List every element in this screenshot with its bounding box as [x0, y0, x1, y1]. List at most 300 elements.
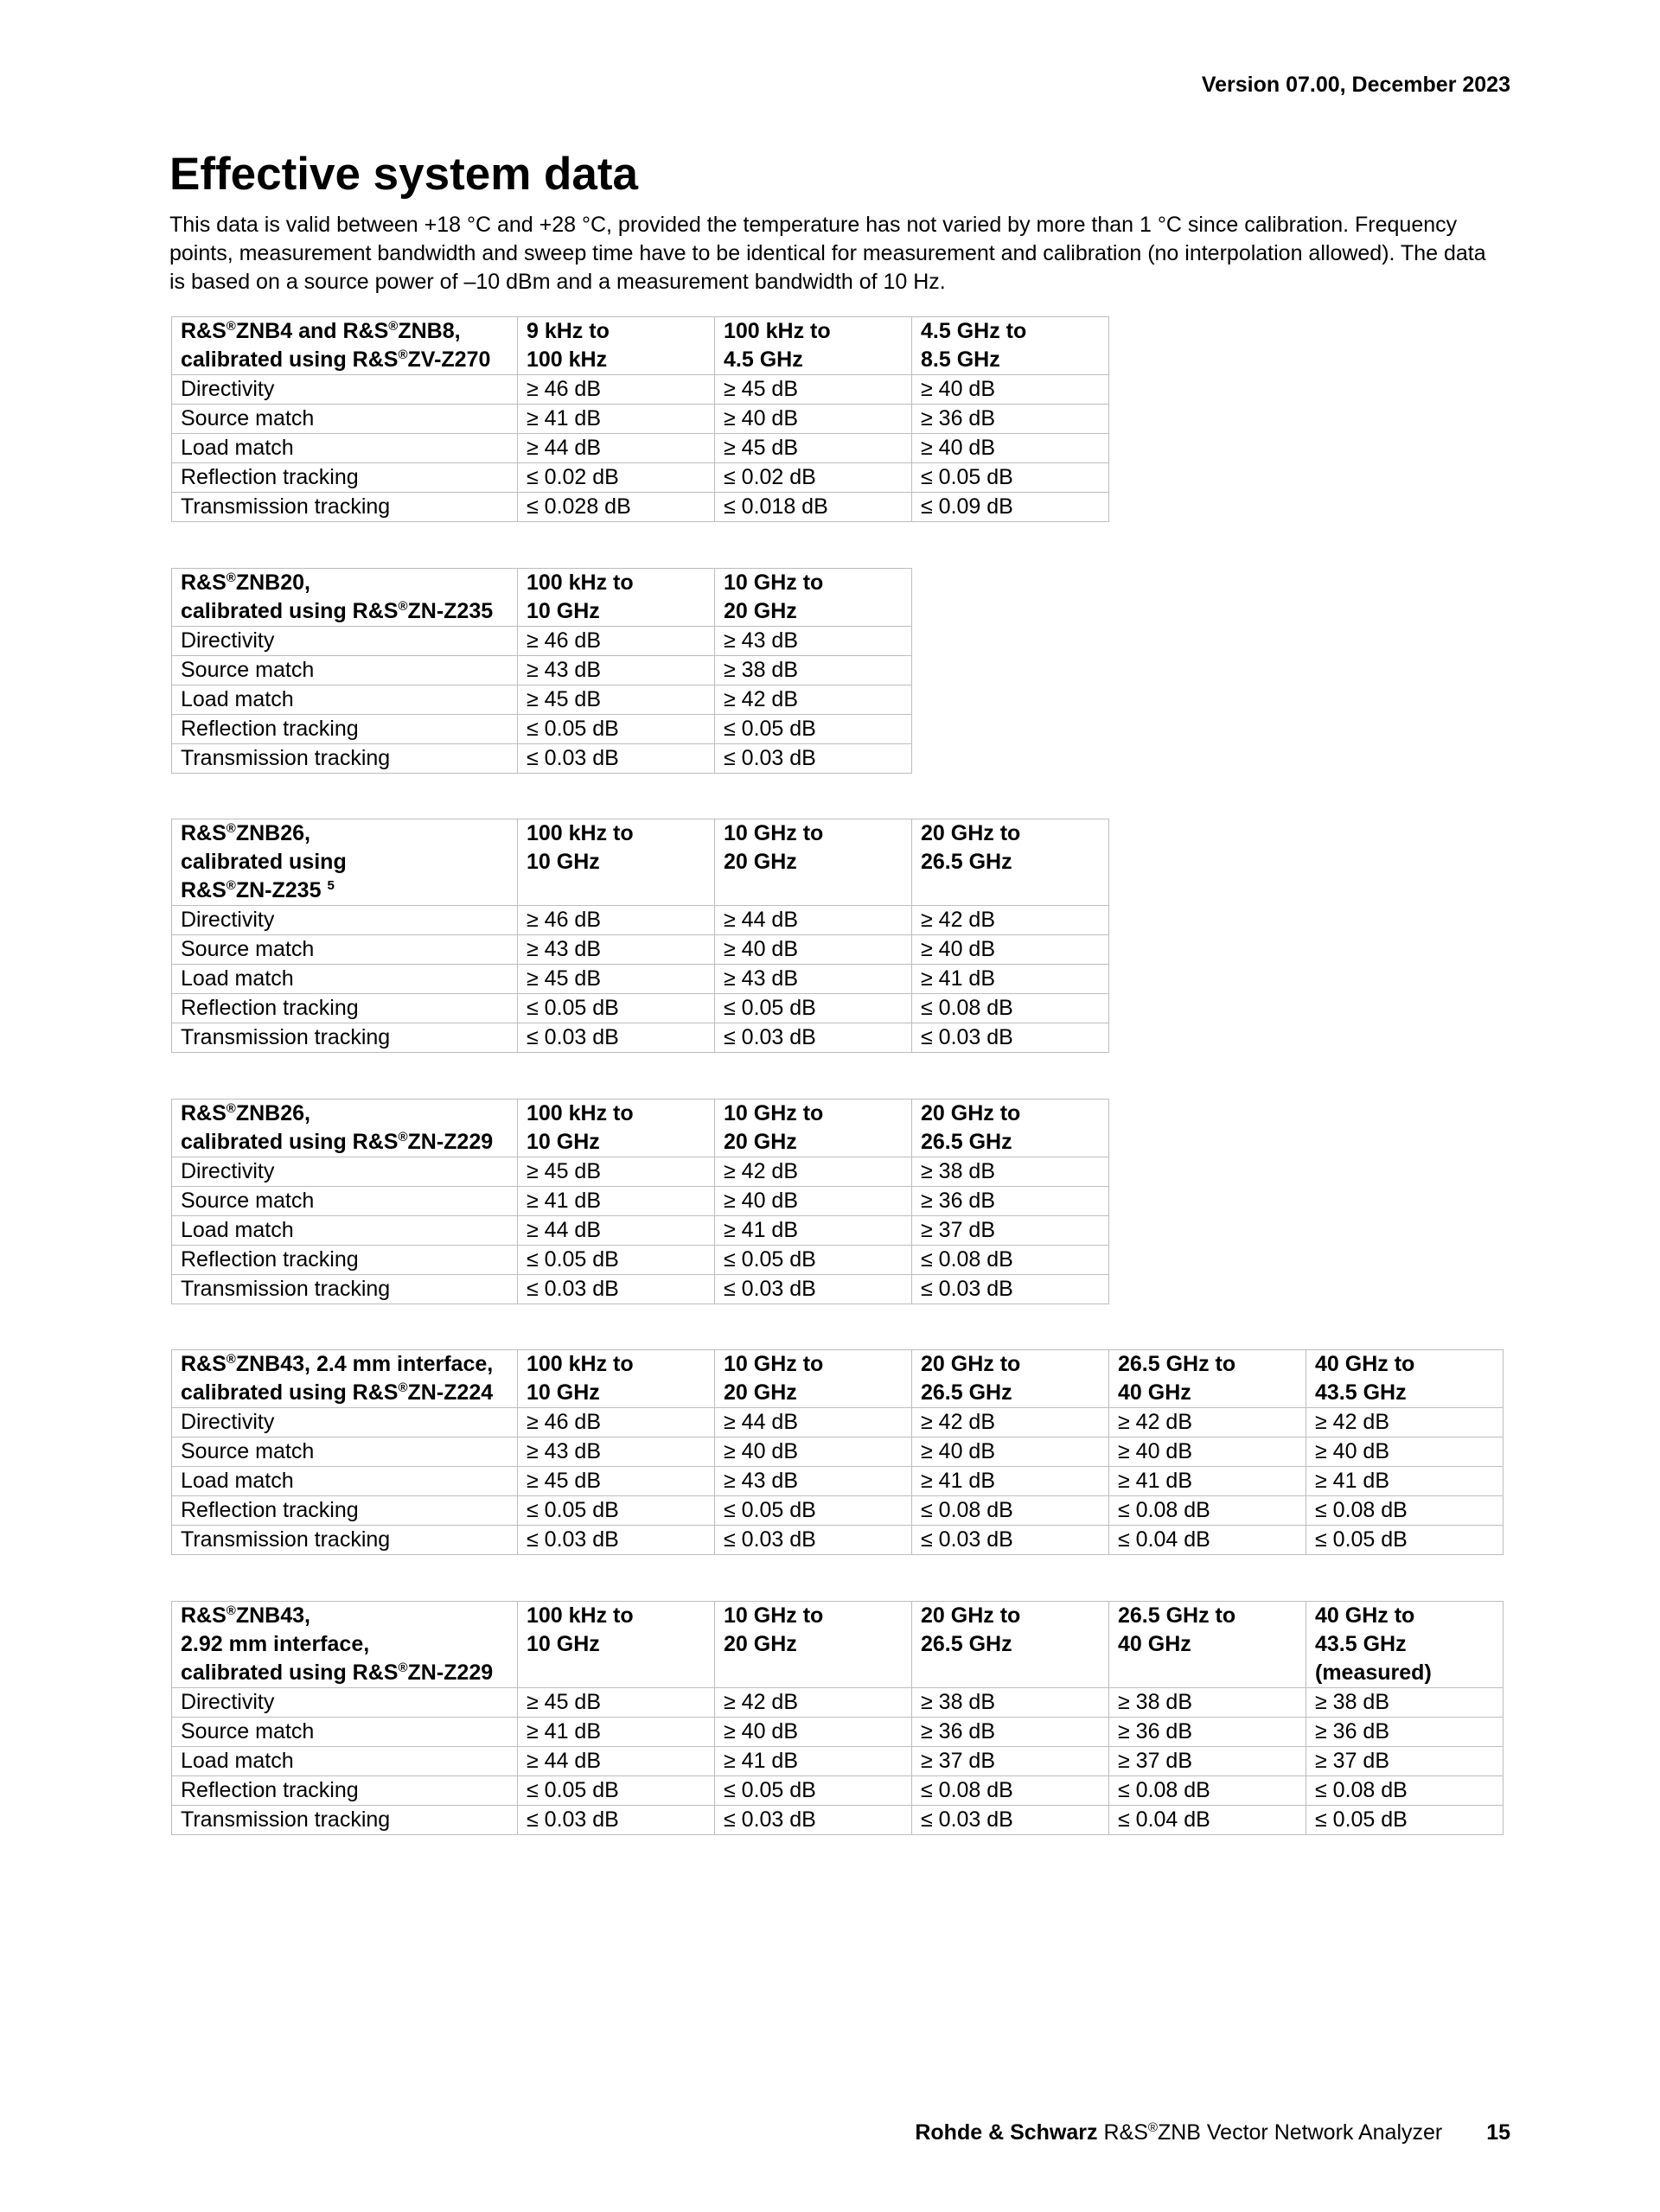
parameter-value: ≤ 0.05 dB	[715, 1496, 912, 1526]
parameter-label: Load match	[172, 1216, 518, 1246]
table-body	[172, 627, 912, 774]
frequency-range-header	[912, 317, 1109, 375]
parameter-value: ≥ 38 dB	[912, 1688, 1109, 1718]
frequency-range-header	[518, 317, 715, 375]
parameter-value: ≤ 0.03 dB	[518, 744, 715, 774]
device-line	[181, 1602, 508, 1630]
parameter-label: Source match	[172, 405, 518, 434]
parameter-value: ≥ 38 dB	[1306, 1688, 1504, 1718]
table-row	[172, 656, 912, 685]
table-row	[172, 744, 912, 774]
table-body	[172, 906, 1109, 1053]
frequency-range-line: 20 GHz	[724, 1130, 797, 1154]
parameter-value: ≥ 46 dB	[518, 375, 715, 405]
parameter-value: ≥ 37 dB	[912, 1747, 1109, 1776]
frequency-range-line: 100 kHz	[527, 347, 608, 372]
device-line	[181, 1128, 508, 1157]
table-header	[172, 1100, 1109, 1157]
parameter-value: ≤ 0.05 dB	[715, 1246, 912, 1275]
header-row	[172, 1350, 1504, 1408]
table-row	[172, 1806, 1504, 1835]
device-text: ZNB20,	[235, 571, 310, 595]
device-text: ZN-Z235	[235, 878, 328, 902]
frequency-range-line: 40 GHz	[1118, 1380, 1191, 1405]
frequency-range-line: 20 GHz	[724, 1380, 797, 1405]
parameter-value: ≤ 0.09 dB	[912, 493, 1109, 522]
parameter-label: Load match	[172, 1747, 518, 1776]
superscript: ®	[398, 347, 408, 362]
parameter-value: ≥ 42 dB	[715, 685, 912, 715]
device-line	[181, 1630, 508, 1659]
header-row	[172, 1100, 1109, 1157]
parameter-label: Directivity	[172, 906, 518, 935]
table-row	[172, 1747, 1504, 1776]
frequency-range-header	[912, 1100, 1109, 1157]
parameter-value: ≤ 0.03 dB	[912, 1806, 1109, 1835]
device-text: ZNB43, 2.4 mm interface,	[235, 1352, 494, 1376]
superscript: ®	[226, 319, 236, 334]
table-row	[172, 434, 1109, 463]
frequency-range-header	[518, 819, 715, 906]
device-line	[181, 1100, 508, 1128]
parameter-value: ≤ 0.028 dB	[518, 493, 715, 522]
parameter-value: ≥ 40 dB	[1109, 1437, 1306, 1467]
device-text: ZNB26,	[235, 821, 310, 845]
parameter-label: Load match	[172, 434, 518, 463]
parameter-value: ≤ 0.08 dB	[912, 1246, 1109, 1275]
parameter-value: ≥ 45 dB	[715, 434, 912, 463]
parameter-value: ≤ 0.03 dB	[912, 1275, 1109, 1304]
header-row	[172, 819, 1109, 906]
frequency-range-line: 10 GHz	[527, 1130, 600, 1154]
frequency-range-line: 43.5 GHz	[1315, 1632, 1407, 1656]
parameter-value: ≤ 0.05 dB	[715, 1776, 912, 1806]
parameter-value: ≥ 41 dB	[715, 1216, 912, 1246]
frequency-range-line: 20 GHz to	[921, 1352, 1021, 1376]
frequency-range-line: 100 kHz to	[527, 1603, 634, 1628]
frequency-range-line: (measured)	[1315, 1661, 1432, 1685]
parameter-value: ≥ 36 dB	[1306, 1718, 1504, 1747]
frequency-range-line: 43.5 GHz	[1315, 1380, 1407, 1405]
device-header-cell	[172, 1350, 518, 1408]
device-line	[181, 877, 508, 905]
parameter-label: Transmission tracking	[172, 1526, 518, 1555]
table-row	[172, 463, 1109, 493]
table-header	[172, 317, 1109, 375]
frequency-range-header	[518, 1350, 715, 1408]
device-line	[181, 346, 508, 374]
table-row	[172, 935, 1109, 965]
table-row	[172, 1688, 1504, 1718]
table-row	[172, 493, 1109, 522]
parameter-label: Reflection tracking	[172, 994, 518, 1023]
parameter-label: Source match	[172, 1437, 518, 1467]
parameter-value: ≥ 38 dB	[1109, 1688, 1306, 1718]
frequency-range-line: 10 GHz to	[724, 571, 824, 595]
header-row	[172, 317, 1109, 375]
frequency-range-line: 20 GHz	[724, 850, 797, 874]
table-row	[172, 715, 912, 744]
table-row	[172, 1526, 1504, 1555]
table-body	[172, 1688, 1504, 1835]
parameter-value: ≥ 43 dB	[715, 965, 912, 994]
parameter-value: ≥ 41 dB	[518, 1187, 715, 1216]
parameter-value: ≤ 0.08 dB	[1306, 1496, 1504, 1526]
parameter-value: ≥ 42 dB	[715, 1157, 912, 1187]
frequency-range-header	[715, 1350, 912, 1408]
parameter-value: ≥ 41 dB	[1109, 1467, 1306, 1496]
parameter-value: ≤ 0.03 dB	[518, 1023, 715, 1053]
superscript: ®	[398, 1380, 408, 1395]
table-row	[172, 375, 1109, 405]
table-header	[172, 819, 1109, 906]
device-text: 2.92 mm interface,	[181, 1632, 370, 1656]
frequency-range-header	[518, 569, 715, 627]
parameter-value: ≤ 0.05 dB	[518, 1496, 715, 1526]
frequency-range-header	[715, 819, 912, 906]
frequency-range-header	[715, 317, 912, 375]
table-row	[172, 994, 1109, 1023]
page-footer	[915, 2120, 1510, 2145]
parameter-value: ≤ 0.05 dB	[518, 994, 715, 1023]
device-text: ZNB43,	[235, 1603, 310, 1628]
device-text: calibrated using R&S	[181, 1380, 399, 1405]
device-text: ZNB4 and R&S	[235, 319, 389, 343]
frequency-range-header	[912, 1602, 1109, 1688]
frequency-range-line: 9 kHz to	[527, 319, 610, 343]
device-header-cell	[172, 819, 518, 906]
parameter-label: Directivity	[172, 375, 518, 405]
parameter-value: ≤ 0.02 dB	[518, 463, 715, 493]
parameter-value: ≥ 40 dB	[715, 1437, 912, 1467]
parameter-label: Source match	[172, 656, 518, 685]
spec-table-znb43-2-4mm	[171, 1349, 1504, 1555]
frequency-range-line: 26.5 GHz	[921, 1130, 1012, 1154]
frequency-range-line: 10 GHz to	[724, 1101, 824, 1125]
parameter-value: ≥ 37 dB	[912, 1216, 1109, 1246]
parameter-value: ≤ 0.08 dB	[1306, 1776, 1504, 1806]
parameter-value: ≥ 44 dB	[518, 1747, 715, 1776]
frequency-range-line: 10 GHz	[527, 1632, 600, 1656]
spec-table-znb20	[171, 568, 912, 774]
parameter-label: Directivity	[172, 1408, 518, 1437]
spec-table-znb26-z235	[171, 819, 1109, 1053]
superscript: ®	[226, 571, 236, 585]
device-text: R&S	[181, 319, 227, 343]
table-row	[172, 906, 1109, 935]
parameter-label: Load match	[172, 1467, 518, 1496]
device-line	[181, 597, 508, 626]
parameter-value: ≤ 0.03 dB	[912, 1526, 1109, 1555]
parameter-value: ≤ 0.02 dB	[715, 463, 912, 493]
parameter-value: ≤ 0.03 dB	[518, 1275, 715, 1304]
header-row	[172, 1602, 1504, 1688]
parameter-value: ≥ 40 dB	[715, 935, 912, 965]
frequency-range-header	[1109, 1350, 1306, 1408]
superscript: ®	[388, 319, 399, 334]
parameter-value: ≥ 41 dB	[912, 965, 1109, 994]
parameter-value: ≤ 0.08 dB	[1109, 1776, 1306, 1806]
table-row	[172, 1216, 1109, 1246]
parameter-value: ≤ 0.03 dB	[518, 1526, 715, 1555]
superscript: ®	[226, 1101, 236, 1116]
frequency-range-line: 100 kHz to	[527, 1101, 634, 1125]
frequency-range-line: 26.5 GHz to	[1118, 1352, 1236, 1376]
parameter-label: Directivity	[172, 1688, 518, 1718]
device-text: R&S	[181, 1603, 227, 1628]
device-header-cell	[172, 1100, 518, 1157]
parameter-value: ≥ 46 dB	[518, 906, 715, 935]
frequency-range-line: 10 GHz	[527, 850, 600, 874]
device-text: ZNB8,	[398, 319, 461, 343]
frequency-range-line: 4.5 GHz to	[921, 319, 1027, 343]
device-text: calibrated using R&S	[181, 347, 399, 372]
parameter-value: ≤ 0.05 dB	[715, 715, 912, 744]
frequency-range-line: 40 GHz to	[1315, 1352, 1415, 1376]
device-text: R&S	[181, 1101, 227, 1125]
frequency-range-line: 8.5 GHz	[921, 347, 1000, 372]
parameter-value: ≥ 37 dB	[1109, 1747, 1306, 1776]
superscript: ®	[226, 1603, 236, 1618]
parameter-value: ≥ 40 dB	[715, 405, 912, 434]
parameter-label: Source match	[172, 1718, 518, 1747]
parameter-value: ≤ 0.08 dB	[1109, 1496, 1306, 1526]
parameter-label: Source match	[172, 935, 518, 965]
parameter-value: ≥ 42 dB	[1109, 1408, 1306, 1437]
parameter-value: ≥ 41 dB	[518, 1718, 715, 1747]
parameter-value: ≤ 0.03 dB	[715, 1526, 912, 1555]
superscript: 5	[327, 878, 335, 893]
device-line	[181, 1379, 508, 1407]
parameter-value: ≤ 0.05 dB	[1306, 1526, 1504, 1555]
table-row	[172, 405, 1109, 434]
parameter-label: Reflection tracking	[172, 463, 518, 493]
table-row	[172, 1467, 1504, 1496]
parameter-value: ≥ 46 dB	[518, 1408, 715, 1437]
parameter-value: ≤ 0.08 dB	[912, 994, 1109, 1023]
table-body	[172, 1408, 1504, 1555]
parameter-value: ≥ 44 dB	[715, 1408, 912, 1437]
intro-paragraph: This data is valid between +18 °C and +28 °C, provided the temperature has not varied by more than 1 °C since calibration. Frequency points, measurement bandwidth and sweep time have to be identical for measurement and calibration (no interpolation allowed). The data is based on a source power of –10 dBm and a measurement bandwidth of 10 Hz.	[169, 213, 1486, 294]
parameter-label: Transmission tracking	[172, 744, 518, 774]
device-text: ZN-Z229	[407, 1130, 494, 1154]
parameter-value: ≥ 42 dB	[912, 1408, 1109, 1437]
parameter-value: ≥ 41 dB	[1306, 1467, 1504, 1496]
parameter-value: ≤ 0.018 dB	[715, 493, 912, 522]
table-row	[172, 1187, 1109, 1216]
table-row	[172, 1023, 1109, 1053]
parameter-value: ≥ 36 dB	[912, 405, 1109, 434]
frequency-range-header	[1306, 1602, 1504, 1688]
device-line	[181, 317, 508, 346]
frequency-range-line: 26.5 GHz	[921, 850, 1012, 874]
table-row	[172, 1157, 1109, 1187]
device-text: ZN-Z224	[407, 1380, 494, 1405]
frequency-range-line: 20 GHz to	[921, 1101, 1021, 1125]
parameter-value: ≤ 0.05 dB	[518, 1776, 715, 1806]
device-line	[181, 1350, 508, 1379]
parameter-value: ≥ 37 dB	[1306, 1747, 1504, 1776]
parameter-value: ≥ 43 dB	[518, 656, 715, 685]
parameter-value: ≥ 42 dB	[912, 906, 1109, 935]
parameter-label: Transmission tracking	[172, 1023, 518, 1053]
frequency-range-line: 4.5 GHz	[724, 347, 803, 372]
parameter-value: ≤ 0.04 dB	[1109, 1526, 1306, 1555]
superscript: ®	[226, 1352, 236, 1367]
parameter-value: ≥ 40 dB	[912, 1437, 1109, 1467]
device-text: ZN-Z235	[407, 599, 494, 623]
parameter-label: Transmission tracking	[172, 493, 518, 522]
table-row	[172, 685, 912, 715]
parameter-value: ≥ 45 dB	[518, 965, 715, 994]
frequency-range-line: 20 GHz	[724, 1632, 797, 1656]
superscript: ®	[398, 599, 408, 614]
frequency-range-header	[518, 1602, 715, 1688]
superscript: ®	[398, 1661, 408, 1675]
spec-table-znb4-znb8	[171, 316, 1109, 522]
table-body	[172, 375, 1109, 522]
parameter-value: ≥ 42 dB	[715, 1688, 912, 1718]
frequency-range-header	[912, 1350, 1109, 1408]
parameter-value: ≥ 46 dB	[518, 627, 715, 656]
device-text: R&S	[181, 571, 227, 595]
parameter-value: ≤ 0.05 dB	[912, 463, 1109, 493]
table-row	[172, 965, 1109, 994]
parameter-value: ≥ 43 dB	[715, 1467, 912, 1496]
page-title: Effective system data	[169, 149, 639, 200]
parameter-label: Reflection tracking	[172, 1496, 518, 1526]
parameter-value: ≥ 45 dB	[518, 1157, 715, 1187]
table-header	[172, 1602, 1504, 1688]
table-header	[172, 1350, 1504, 1408]
parameter-label: Transmission tracking	[172, 1806, 518, 1835]
frequency-range-line: 40 GHz to	[1315, 1603, 1415, 1628]
device-header-cell	[172, 1602, 518, 1688]
parameter-value: ≥ 40 dB	[912, 375, 1109, 405]
parameter-label: Transmission tracking	[172, 1275, 518, 1304]
parameter-value: ≥ 45 dB	[715, 375, 912, 405]
document-version: Version 07.00, December 2023	[1201, 73, 1510, 97]
parameter-value: ≤ 0.03 dB	[715, 1806, 912, 1835]
parameter-value: ≤ 0.03 dB	[715, 1275, 912, 1304]
superscript: ®	[226, 878, 236, 893]
device-text: R&S	[181, 1352, 227, 1376]
parameter-value: ≥ 40 dB	[912, 434, 1109, 463]
parameter-label: Reflection tracking	[172, 1776, 518, 1806]
parameter-value: ≥ 40 dB	[715, 1718, 912, 1747]
frequency-range-line: 20 GHz to	[921, 1603, 1021, 1628]
device-text: R&S	[181, 878, 227, 902]
parameter-value: ≤ 0.08 dB	[912, 1776, 1109, 1806]
frequency-range-line: 26.5 GHz to	[1118, 1603, 1236, 1628]
parameter-value: ≤ 0.05 dB	[1306, 1806, 1504, 1835]
device-text: ZN-Z229	[407, 1661, 494, 1685]
parameter-label: Directivity	[172, 1157, 518, 1187]
parameter-value: ≥ 41 dB	[912, 1467, 1109, 1496]
parameter-value: ≤ 0.03 dB	[715, 744, 912, 774]
parameter-value: ≥ 42 dB	[1306, 1408, 1504, 1437]
device-text: calibrated using	[181, 850, 347, 874]
frequency-range-line: 10 GHz to	[724, 821, 824, 845]
frequency-range-line: 10 GHz to	[724, 1603, 824, 1628]
footer-brand: Rohde & Schwarz	[915, 2120, 1098, 2145]
parameter-value: ≤ 0.05 dB	[715, 994, 912, 1023]
superscript: ®	[226, 821, 236, 836]
page-number: 15	[1486, 2120, 1510, 2145]
frequency-range-line: 100 kHz to	[527, 1352, 634, 1376]
parameter-value: ≥ 36 dB	[912, 1718, 1109, 1747]
parameter-label: Directivity	[172, 627, 518, 656]
parameter-value: ≥ 43 dB	[715, 627, 912, 656]
frequency-range-header	[715, 1602, 912, 1688]
parameter-value: ≥ 41 dB	[518, 405, 715, 434]
table-row	[172, 1776, 1504, 1806]
parameter-label: Load match	[172, 965, 518, 994]
device-line	[181, 569, 508, 597]
parameter-value: ≥ 40 dB	[912, 935, 1109, 965]
frequency-range-line: 100 kHz to	[527, 571, 634, 595]
parameter-value: ≥ 43 dB	[518, 1437, 715, 1467]
device-text: ZV-Z270	[407, 347, 491, 372]
parameter-value: ≥ 40 dB	[1306, 1437, 1504, 1467]
frequency-range-line: 26.5 GHz	[921, 1632, 1012, 1656]
frequency-range-line: 10 GHz	[527, 599, 600, 623]
spec-table-znb43-2-92mm	[171, 1601, 1504, 1835]
table-row	[172, 627, 912, 656]
frequency-range-header	[518, 1100, 715, 1157]
parameter-value: ≥ 40 dB	[715, 1187, 912, 1216]
device-text: ZNB26,	[235, 1101, 310, 1125]
footer-product: R&S®ZNB Vector Network Analyzer	[1103, 2120, 1443, 2145]
table-body	[172, 1157, 1109, 1304]
header-row	[172, 569, 912, 627]
parameter-value: ≥ 45 dB	[518, 1688, 715, 1718]
frequency-range-line: 20 GHz	[724, 599, 797, 623]
parameter-value: ≥ 38 dB	[912, 1157, 1109, 1187]
device-text: calibrated using R&S	[181, 1130, 399, 1154]
frequency-range-header	[715, 569, 912, 627]
table-header	[172, 569, 912, 627]
device-text: calibrated using R&S	[181, 1661, 399, 1685]
parameter-value: ≥ 36 dB	[912, 1187, 1109, 1216]
parameter-value: ≥ 44 dB	[715, 906, 912, 935]
parameter-value: ≤ 0.05 dB	[518, 715, 715, 744]
parameter-value: ≥ 43 dB	[518, 935, 715, 965]
parameter-value: ≥ 44 dB	[518, 434, 715, 463]
frequency-range-line: 26.5 GHz	[921, 1380, 1012, 1405]
parameter-value: ≥ 41 dB	[715, 1747, 912, 1776]
device-text: calibrated using R&S	[181, 599, 399, 623]
parameter-value: ≥ 44 dB	[518, 1216, 715, 1246]
device-line	[181, 848, 508, 877]
parameter-label: Source match	[172, 1187, 518, 1216]
table-row	[172, 1437, 1504, 1467]
parameter-value: ≥ 45 dB	[518, 685, 715, 715]
parameter-value: ≤ 0.05 dB	[518, 1246, 715, 1275]
table-row	[172, 1275, 1109, 1304]
device-text: R&S	[181, 821, 227, 845]
device-header-cell	[172, 569, 518, 627]
superscript: ®	[398, 1130, 408, 1144]
parameter-label: Reflection tracking	[172, 1246, 518, 1275]
frequency-range-header	[1109, 1602, 1306, 1688]
parameter-value: ≥ 36 dB	[1109, 1718, 1306, 1747]
frequency-range-line: 10 GHz to	[724, 1352, 824, 1376]
frequency-range-header	[912, 819, 1109, 906]
frequency-range-header	[1306, 1350, 1504, 1408]
table-row	[172, 1408, 1504, 1437]
parameter-value: ≤ 0.03 dB	[518, 1806, 715, 1835]
